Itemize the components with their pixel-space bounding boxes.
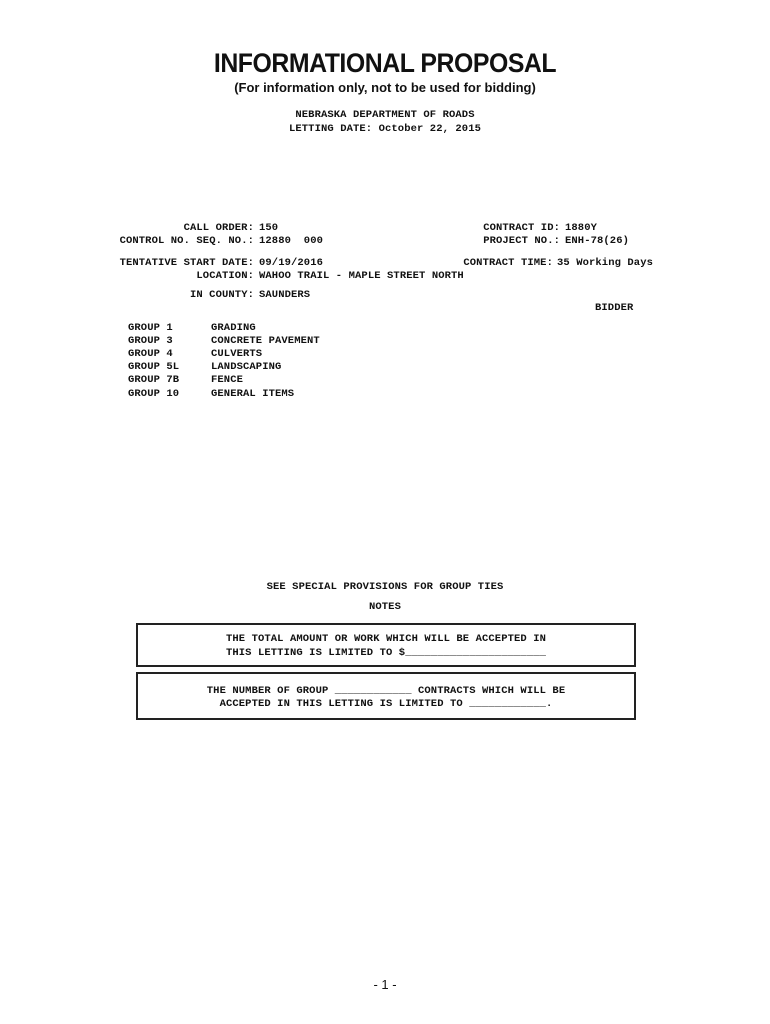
contract-time-value: 35 Working Days	[557, 257, 654, 269]
page-number: - 1 -	[373, 977, 397, 992]
location-value: WAHOO TRAIL - MAPLE STREET NORTH	[259, 270, 464, 282]
group-code: GROUP 10	[128, 388, 180, 400]
contract-id-label: CONTRACT ID:	[483, 222, 560, 234]
page-subtitle: (For information only, not to be used for bidding)	[234, 80, 536, 95]
group-name: CONCRETE PAVEMENT	[211, 335, 320, 347]
bidder-label: BIDDER	[595, 302, 634, 314]
page-title: INFORMATIONAL PROPOSAL	[213, 48, 557, 78]
group-contracts-notice-line2: ACCEPTED IN THIS LETTING IS LIMITED TO ____________.	[219, 698, 553, 710]
start-date-label: TENTATIVE START DATE:	[119, 257, 254, 269]
notes-heading: NOTES	[368, 601, 401, 613]
group-code: GROUP 5L	[128, 361, 180, 373]
county-label: IN COUNTY:	[189, 289, 254, 301]
group-code: GROUP 1	[128, 322, 173, 334]
group-name: CULVERTS	[211, 348, 263, 360]
group-name: GRADING	[211, 322, 256, 334]
group-name: FENCE	[211, 374, 244, 386]
group-contracts-notice-line1: THE NUMBER OF GROUP ____________ CONTRACTS WHICH WILL BE	[206, 685, 566, 697]
letting-date: LETTING DATE: October 22, 2015	[288, 123, 482, 135]
group-code: GROUP 3	[128, 335, 173, 347]
call-order-value: 150	[259, 222, 279, 234]
project-number-label: PROJECT NO.:	[483, 235, 560, 247]
location-label: LOCATION:	[196, 270, 254, 282]
contract-id-value: 1880Y	[565, 222, 598, 234]
group-contracts-notice-box	[136, 672, 636, 720]
control-number-label: CONTROL NO. SEQ. NO.:	[119, 235, 254, 247]
project-number-value: ENH-78(26)	[565, 235, 630, 247]
start-date-value: 09/19/2016	[259, 257, 324, 269]
control-number-value: 12880 000	[259, 235, 324, 247]
group-name: LANDSCAPING	[211, 361, 282, 373]
contract-time-label: CONTRACT TIME:	[463, 257, 553, 269]
group-name: GENERAL ITEMS	[211, 388, 295, 400]
group-code: GROUP 4	[128, 348, 173, 360]
total-amount-notice-line2: THIS LETTING IS LIMITED TO $______________________	[225, 647, 547, 659]
special-provisions-note: SEE SPECIAL PROVISIONS FOR GROUP TIES	[266, 581, 504, 593]
call-order-label: CALL ORDER:	[183, 222, 254, 234]
total-amount-notice-box	[136, 623, 636, 667]
total-amount-notice-line1: THE TOTAL AMOUNT OR WORK WHICH WILL BE ACCEPTED IN	[225, 633, 547, 645]
group-code: GROUP 7B	[128, 374, 180, 386]
department-name: NEBRASKA DEPARTMENT OF ROADS	[295, 109, 475, 121]
county-value: SAUNDERS	[259, 289, 311, 301]
